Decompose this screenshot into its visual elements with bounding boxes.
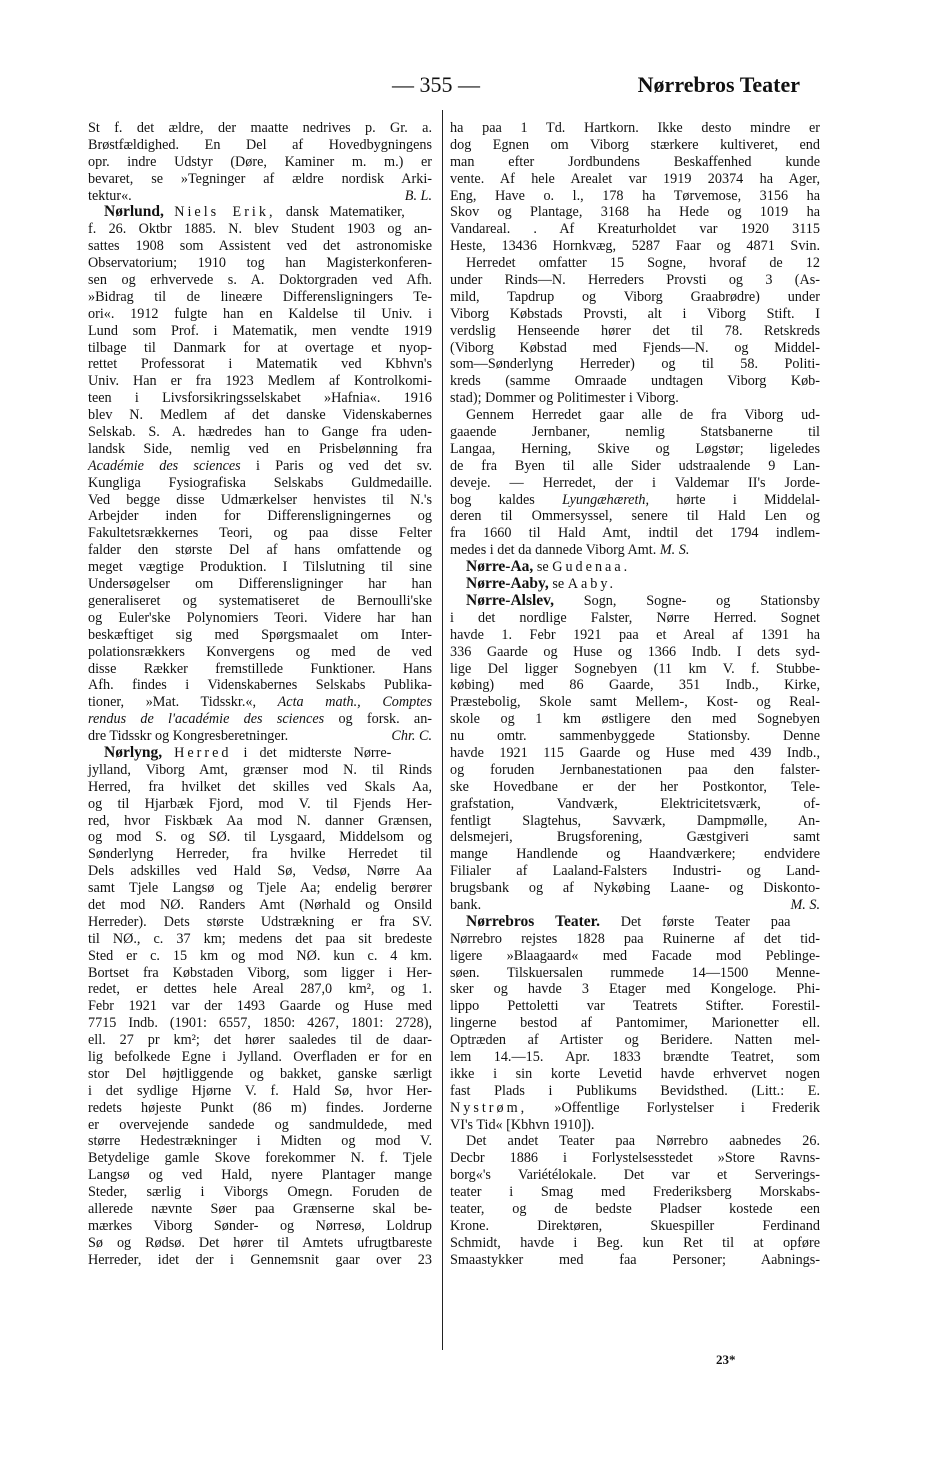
text-line [450,1032,820,1049]
text-line [88,1201,432,1218]
text-line [88,829,432,846]
line-text: tioner, »Mat. Tidsskr.«, [88,694,257,711]
text-line [450,120,820,137]
text-line [88,458,432,475]
text-line [450,762,820,779]
text-line [88,576,432,593]
line-text: kreds (samme Omraade undtagen Viborg Køb- [450,373,820,390]
line-text: bog kaldes [450,491,535,508]
text-line [88,1083,432,1100]
text-line [450,897,820,914]
line-text: ha paa 1 Td. Hartkorn. Ikke desto mindre er [450,120,820,136]
text-line [450,475,820,492]
text-line [88,390,432,407]
running-head: Nørrebros Teater [637,72,800,97]
text-line [450,863,820,880]
line-text: Bortset fra Købstaden Viborg, som ligger i Her- [88,964,432,981]
line-text: deren til Ommersyssel, senere til Hald Len og [450,508,820,525]
line-text: allerede nævnte Søer paa Grænserne skal be- [88,1201,432,1217]
line-text: falder den største Del af hans omfattende og [88,542,432,559]
entry-headword: Nørre-Aa, [466,558,534,576]
line-text: lige Del ligger Sognebyen (11 km V. f. Stubbe- [450,660,820,677]
text-line [450,458,820,475]
text-line [88,171,432,188]
text-line [450,1133,820,1150]
line-text: tilbage til Danmark for at overtage et nyop- [88,339,432,356]
line-text: mild, Tapdrup og Viborg Graabrødre) under [450,288,820,305]
line-text: Schmidt, havde i Beg. kun Ret til at opføre [450,1234,820,1251]
text-line [450,137,820,154]
text-line [450,1201,820,1218]
text-line [450,306,820,323]
line-text: i det midterste Nørre- [243,744,392,761]
line-text: VI's Tid« [Kbhvn 1910]). [450,1116,595,1133]
line-text: Heste, 13436 Hornkvæg, 5287 Faar og 4871 Svin. [450,238,820,255]
line-text: landsk Side, nemlig ved en Prisbelønning fra [88,440,432,457]
text-line [450,171,820,188]
line-text: hørte i Middelal- [676,491,821,508]
line-text: og forsk. an- [338,711,433,728]
line-text: til NØ., c. 37 km; medens det paa sit bredeste [88,930,432,947]
line-text: St f. det ældre, der maatte nedrives p. Gr. a. [88,120,432,136]
line-text: Febr 1921 var der 1493 Gaarde og Huse med [88,998,432,1015]
text-line [88,1133,432,1150]
line-text: Herredet omfatter 15 Sogne, hvoraf de 12 [466,255,820,272]
text-line [88,745,432,762]
text-line [88,1167,432,1184]
text-line [450,694,820,711]
text-line [88,221,432,238]
left-column [88,120,432,1269]
text-line [88,644,432,661]
text-line [450,238,820,255]
line-text: havde 1921 115 Gaarde og Huse med 439 Indb., [450,744,820,761]
text-line [88,120,432,137]
line-text: tektur«. [88,187,132,204]
author-signature: M. S. [790,896,820,913]
text-line [88,897,432,914]
text-line [88,154,432,171]
text-line [450,1167,820,1184]
text-line [450,1117,820,1134]
italic-text: Académie des sciences [88,457,241,474]
text-line [88,188,432,205]
line-text: se [536,559,549,576]
text-line [88,981,432,998]
line-text: ikke i sin korte Levetid havde erhvervet nogen [450,1065,820,1082]
line-text: ell. 27 pr km²; det hører saaledes til de daar- [88,1032,432,1049]
text-line [450,188,820,205]
line-text: deveje. — Herredet, der i Valdemar II's Jorde- [450,474,820,491]
line-text: lingerne bestod af Pantomimer, Marionetter ell. [450,1015,820,1032]
line-text: Betydelige gamle Skove forekommer N. f. Tjele [88,1150,432,1167]
text-line [450,677,820,694]
text-line [450,525,820,542]
line-text: mange Handlende og Haandværkere; endvidere [450,846,820,863]
line-text: Selskab. S. A. hædredes han to Gange fra uden- [88,424,432,441]
text-line [88,1117,432,1134]
line-text: Decbr 1886 i Forlystelsesstedet »Store Ravns- [450,1150,820,1167]
line-text: Sted er c. 15 km og mod NØ. kun c. 4 km. [88,947,432,964]
text-line [450,948,820,965]
text-line [450,441,820,458]
text-line [88,796,432,813]
line-text: delsmejeri, Brugsforening, Gæstgiveri samt [450,829,820,846]
text-line [450,559,820,576]
text-line [450,323,820,340]
text-line [450,981,820,998]
line-text: de fra Byen til alle Sider udstraalende 9 Lan- [450,457,820,474]
text-line [450,779,820,796]
line-text: ske Hovedbane er der her Postkontor, Tele- [450,778,820,795]
text-line [88,323,432,340]
entry-headword: Nørre-Aaby, [466,575,549,593]
text-line [450,796,820,813]
line-text: det mod NØ. Randers Amt (Nørhald og Onsild [88,896,432,913]
text-line [88,1235,432,1252]
line-text: i det sydlige Hjørne V. f. Hald Sø, hvor Her- [88,1082,432,1099]
column-divider [442,110,443,1350]
text-line [450,813,820,830]
text-line [88,931,432,948]
line-text: Gennem Herredet gaar alle de fra Viborg ud- [466,407,820,424]
text-line [88,711,432,728]
text-line [88,289,432,306]
line-text: stor Del højtliggende og bakket, ganske særligt [88,1065,432,1082]
line-text: jylland, Viborg Amt, grænser mod N. til Rinds [88,761,432,778]
line-text: Langsø og ved Hald, nyere Plantager mange [88,1167,432,1184]
line-text: Herreder). Dets største Udstrækning er fra SV. [88,913,432,930]
line-text: fentligt Slagtehus, Savværk, Dampmølle, An- [450,812,820,829]
line-text: Undersøgelser om Differensligninger har han [88,576,432,593]
line-text: rettet Professorat i Matematik ved Kbhvn's [88,356,432,373]
text-line [88,880,432,897]
text-line [450,1066,820,1083]
line-text: søen. Tilskuersalen rummede 14—1500 Menne- [450,964,820,981]
text-line [450,914,820,931]
line-text: teater, og de bedste Pladser kostede een [450,1201,820,1217]
line-text: Afh. findes i Videnskabernes Selskabs Publika- [88,677,432,694]
text-line [88,677,432,694]
entry-headword: Nørre-Alslev, [466,591,554,609]
text-line [450,1235,820,1252]
entry-headword: Nørlund, [104,203,164,221]
line-text: og mod S. og SØ. til Lysgaard, Middelsom og [88,829,432,846]
text-line [88,728,432,745]
text-line [88,272,432,289]
text-line [450,204,820,221]
line-text: Det første Teater paa [620,913,791,930]
text-line [450,1083,820,1100]
line-text: dre Tidsskr og Kongresberetninger. [88,728,289,745]
text-line [88,610,432,627]
text-line [88,762,432,779]
text-line [88,1218,432,1235]
italic-text: Acta math., Comptes [277,694,433,711]
line-text: Ved begge disse Udmærkelser henvistes til N.'s [88,491,432,508]
line-text: mærkes Viborg Sønder- og Nørresø, Loldrup [88,1217,432,1234]
line-text: »Bidrag til de lineære Differensligningers Te- [88,288,432,305]
text-line [88,441,432,458]
line-text: Skov og Plantage, 3168 ha Hede og 1019 ha [450,204,820,221]
text-line [88,694,432,711]
text-line [88,340,432,357]
line-text: red, hvor Fiskbæk Aa mod N. danner Grænsen, [88,812,432,829]
line-text: (Viborg Købstad med Fjends—N. og Middel- [450,339,820,356]
line-text: stad); Dommer og Politimester i Viborg. [450,390,679,407]
spaced-name: Niels Erik, [174,204,276,221]
text-line [450,610,820,627]
line-text: i det nordlige Falster, Nørre Herred. Sognet [450,609,820,626]
line-text: f. 26. Oktbr 1885. N. blev Student 1903 og an- [88,221,432,238]
line-text: sen og erhvervede s. A. Doktorgraden ved Afh. [88,272,432,289]
line-text: medes i det da dannede Viborg Amt. [450,542,657,559]
italic-text: Lyungæhæreth, [562,491,650,508]
text-line [88,508,432,525]
text-line [88,813,432,830]
line-text: og foruden Jernbanestationen paa den falster- [450,761,820,778]
text-line [88,1184,432,1201]
line-text: ligere »Blaagaard« med Facade mod Peblinge- [450,947,820,964]
text-line [450,1252,820,1269]
text-line [88,661,432,678]
text-line [88,373,432,390]
text-line [450,1015,820,1032]
line-text: ori«. 1912 fulgte han en Kaldelse til Univ. i [88,305,432,322]
line-text: borg«'s Variétélokale. Det var et Serverings- [450,1167,820,1184]
line-text: Optræden af Artister og Beridere. Natten mel- [450,1032,820,1049]
text-line [450,542,820,559]
line-text: Fakultetsrækkernes Teori, og paa disse Felter [88,525,432,542]
text-line [450,1150,820,1167]
line-text: Eng, Have o. l., 178 ha Tørvemose, 3156 ha [450,187,820,204]
text-line [450,221,820,238]
text-line [88,998,432,1015]
right-column [450,120,820,1269]
text-line [88,424,432,441]
line-text: 7715 Indb. (1901: 6557, 1850: 4267, 1801: 2728), [88,1015,432,1032]
text-line [450,390,820,407]
line-text: blev N. Medlem af det danske Videnskabernes [88,407,432,424]
text-line [450,373,820,390]
text-line [88,525,432,542]
line-text: sattes 1908 som Assistent ved det astronomiske [88,238,432,255]
line-text: Kungliga Fysiografiska Selskabs Guldmedaille. [88,474,432,491]
text-line [88,492,432,509]
line-text: Sø og Rødsø. Det hører til Amtets ufrugtbareste [88,1234,432,1251]
text-line [88,1049,432,1066]
text-line [88,779,432,796]
line-text: lem 14.—15. Apr. 1833 brændte Teatret, som [450,1048,820,1065]
line-text: større Hedestrækninger i Midten og mod V. [88,1133,432,1150]
line-text: Filialer af Laaland-Falsters Industri- og Land- [450,863,820,880]
line-text: Sogn, Sogne- og Stationsby [583,592,821,609]
line-text: polationsrækkers Konvergens og med de ved [88,643,432,660]
text-line [88,914,432,931]
line-text: man efter Jordbundens Beskaffenhed kunde [450,153,820,170]
text-line [450,644,820,661]
text-line [450,1049,820,1066]
italic-text: rendus de l'académie des sciences [88,711,325,728]
line-text: samt Tjele Langsø og Tjele Aa; endelig berører [88,880,432,897]
text-line [450,154,820,171]
text-line [450,745,820,762]
line-text: beskæftiget sig med Spørgsmaalet om Inter- [88,626,432,643]
line-text: fra 1660 til Hald Amt, indtil det 1794 indlem- [450,525,820,542]
text-line [450,1218,820,1235]
line-text: og til Hjarbæk Fjord, mod V. til Fjends Her- [88,795,432,812]
line-text: havde 1. Febr 1921 paa et Areal af 1391 ha [450,626,820,643]
line-text: teen i Livsforsikringsselskabet »Hafnia«. 1916 [88,390,432,407]
line-text: Lund som Prof. i Matematik, men vendte 1919 [88,322,432,339]
line-text: verdslig Henseende hører det til 78. Retskreds [450,322,820,339]
text-line [88,1066,432,1083]
line-text: Sønderlyng Herreder, fra hvilke Herredet til [88,846,432,863]
author-signature: Chr. C. [391,728,432,745]
line-text: i Paris og ved det sv. [256,457,433,474]
line-text: nu omtr. sammenbyggede Stationsby. Denne [450,728,820,745]
line-text: bank. [450,896,482,913]
line-text: redets højeste Punkt (86 m) findes. Jorderne [88,1099,432,1116]
text-line [88,356,432,373]
line-text: generaliseret og systematiseret de Bernoulli'ske [88,592,432,609]
text-line [88,255,432,272]
text-line [450,829,820,846]
text-line [88,965,432,982]
text-line [450,1184,820,1201]
text-line [88,475,432,492]
entry-headword: Nørrebros Teater. [466,912,601,930]
text-line [88,846,432,863]
line-text: Præstebolig, Skole samt Mellem-, Kost- og Real- [450,694,820,711]
text-line [450,576,820,593]
line-text: disse Rækker fremstillede Funktioner. Hans [88,660,432,677]
text-line [88,948,432,965]
spaced-name: Nystrøm, [450,1099,528,1116]
text-line [450,492,820,509]
page-number: — 355 — [392,72,480,97]
text-line [450,661,820,678]
line-text: se [552,576,565,593]
text-line [88,238,432,255]
italic-text: M. S. [659,542,690,559]
line-text: og Euler'ske Polynomiers Teori. Videre har han [88,609,432,626]
line-text: grafstation, Vandværk, Elektricitetsværk, of- [450,795,820,812]
line-text: 336 Gaarde og Huse og 1366 Indb. I dets syd- [450,643,820,660]
line-text: Langaa, Herning, Skive og Løgstør; ligeledes [450,440,820,457]
text-line [88,1015,432,1032]
text-line [450,1100,820,1117]
line-text: Steder, særlig i Viborgs Omegn. Foruden de [88,1184,432,1201]
text-line [450,272,820,289]
text-line [450,965,820,982]
line-text: bevaret, se »Tegninger af ældre nordisk Arki- [88,170,432,187]
line-text: lig befolkede Egne i Jylland. Overfladen er for en [88,1048,432,1065]
text-line [450,255,820,272]
text-line [450,407,820,424]
text-line [88,627,432,644]
text-line [88,204,432,221]
line-text: er overvejende sandede og sandmuldede, med [88,1116,432,1133]
line-text: Dels adskilles ved Hald Sø, Vedsø, Nørre Aa [88,863,432,880]
line-text: fast Plads i Publikums Bevidsthed. (Litt.: E. [450,1082,820,1099]
line-text: »Offentlige Forlystelser i Frederik [554,1099,820,1116]
author-signature: B. L. [404,187,432,204]
text-line [88,863,432,880]
line-text: opr. indre Udstyr (Døre, Kaminer m. m.) er [88,153,432,170]
text-line [88,137,432,154]
line-text: redet, er dettes hele Areal 287,0 km², og 1. [88,981,432,998]
text-line [88,1032,432,1049]
line-text: vente. Af hele Arealet var 1919 20374 ha Ager, [450,170,820,187]
line-text: under Rinds—N. Herreders Provsti og 3 (As- [450,272,820,289]
line-text: dansk Matematiker, [285,204,405,221]
line-text: Vandareal. . Af Kreaturholdet var 1920 3115 [450,221,820,238]
entry-headword: Nørlyng, [104,743,163,761]
line-text: Viborg Købstads Provsti, alt i Viborg Stift. I [450,305,820,322]
text-line [450,728,820,745]
text-line [88,1252,432,1269]
spaced-name: Aaby. [567,576,617,593]
line-text: teater i Smag med Frederiksberg Morskabs- [450,1184,820,1201]
line-text: meget vægtige Produktion. I Tilslutning til sine [88,559,432,576]
line-text: Nørrebro rejstes 1828 paa Ruinerne af det tid- [450,930,820,947]
line-text: gaaende Jernbaner, nemlig Statsbanerne til [450,424,820,441]
line-text: Smaastykker med faa Personer; Aabnings- [450,1251,820,1268]
text-line [450,627,820,644]
line-text: Univ. Han er fra 1923 Medlem af Kontrolkomi- [88,373,432,390]
text-line [450,846,820,863]
spaced-name: Gudenaa. [552,559,631,576]
sheet-signature: 23* [716,1352,736,1367]
page-header [0,72,928,108]
line-text: Det andet Teater paa Nørrebro aabnedes 26. [466,1133,820,1150]
text-line [88,1100,432,1117]
text-line [88,542,432,559]
text-line [450,998,820,1015]
line-text: skole og 1 km østligere den med Sognebyen [450,711,820,728]
line-text: Herred, fra hvilket det skilles ved Skals Aa, [88,778,432,795]
line-text: Herreder, idet der i Gennemsnit gaar over 23 [88,1251,432,1268]
spaced-name: Herred [174,744,232,761]
line-text: brugsbank og af Nykøbing Laane- og Diskonto- [450,880,820,897]
text-line [450,880,820,897]
text-line [450,931,820,948]
line-text: som—Sønderlyng Herreder) og til 58. Politi- [450,356,820,373]
text-line [450,356,820,373]
text-line [450,340,820,357]
text-line [88,593,432,610]
line-text: lippo Pettoletti var Teatrets Stifter. Forestil- [450,998,820,1015]
text-line [88,306,432,323]
line-text: købing) med 86 Gaarde, 351 Indb., Kirke, [450,677,820,694]
line-text: dog Egnen om Viborg stærkere kultiveret, end [450,136,820,153]
text-line [450,289,820,306]
text-line [450,508,820,525]
text-line [450,711,820,728]
line-text: Arbejder inden for Differensligningernes og [88,508,432,525]
text-line [88,1150,432,1167]
line-text: Brøstfældighed. En Del af Hovedbygningens [88,136,432,153]
text-line [88,559,432,576]
text-line [450,593,820,610]
text-line [88,407,432,424]
line-text: sker og havde 3 Etager med Kongeloge. Phi- [450,981,820,998]
line-text: Observatorium; 1910 tog han Magisterkonferen- [88,255,432,272]
line-text: Krone. Direktøren, Skuespiller Ferdinand [450,1217,820,1234]
text-line [450,424,820,441]
